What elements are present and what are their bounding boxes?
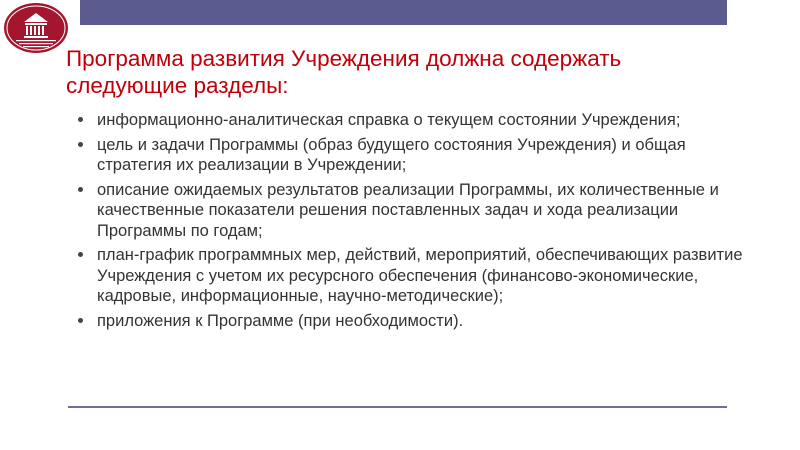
bullet-list <box>78 110 758 335</box>
bullet-dot-icon <box>78 117 83 122</box>
top-bar <box>80 0 727 25</box>
slide-title: Программа развития Учреждения должна содержать следующие разделы: <box>66 46 622 98</box>
list-item <box>78 135 758 176</box>
bullet-dot-icon <box>78 252 83 257</box>
list-item-text: описание ожидаемых результатов реализации Программы, их количественные и качественные показатели решения поставленных задач и хода реализации Программы по годам; <box>97 180 719 240</box>
bullet-dot-icon <box>78 187 83 192</box>
list-item <box>78 245 758 307</box>
list-item-text: информационно-аналитическая справка о текущем состоянии Учреждения; <box>97 111 681 129</box>
list-item <box>78 110 758 131</box>
list-item <box>78 180 758 242</box>
list-item-text: приложения к Программе (при необходимости). <box>97 311 464 330</box>
list-item-text: цель и задачи Программы (образ будущего состояния Учреждения) и общая стратегия их реализации в Учреждении; <box>97 135 686 174</box>
bottom-divider <box>68 406 727 408</box>
list-item-text: план-график программных мер, действий, мероприятий, обеспечивающих развитие Учреждения с учетом их ресурсного обеспечения (финансово-экономические, кадровые, информационные, научно-методические); <box>97 246 743 305</box>
bullet-dot-icon <box>78 142 83 147</box>
list-item <box>78 311 758 332</box>
bullet-dot-icon <box>78 318 83 323</box>
institution-emblem-icon <box>2 0 70 58</box>
